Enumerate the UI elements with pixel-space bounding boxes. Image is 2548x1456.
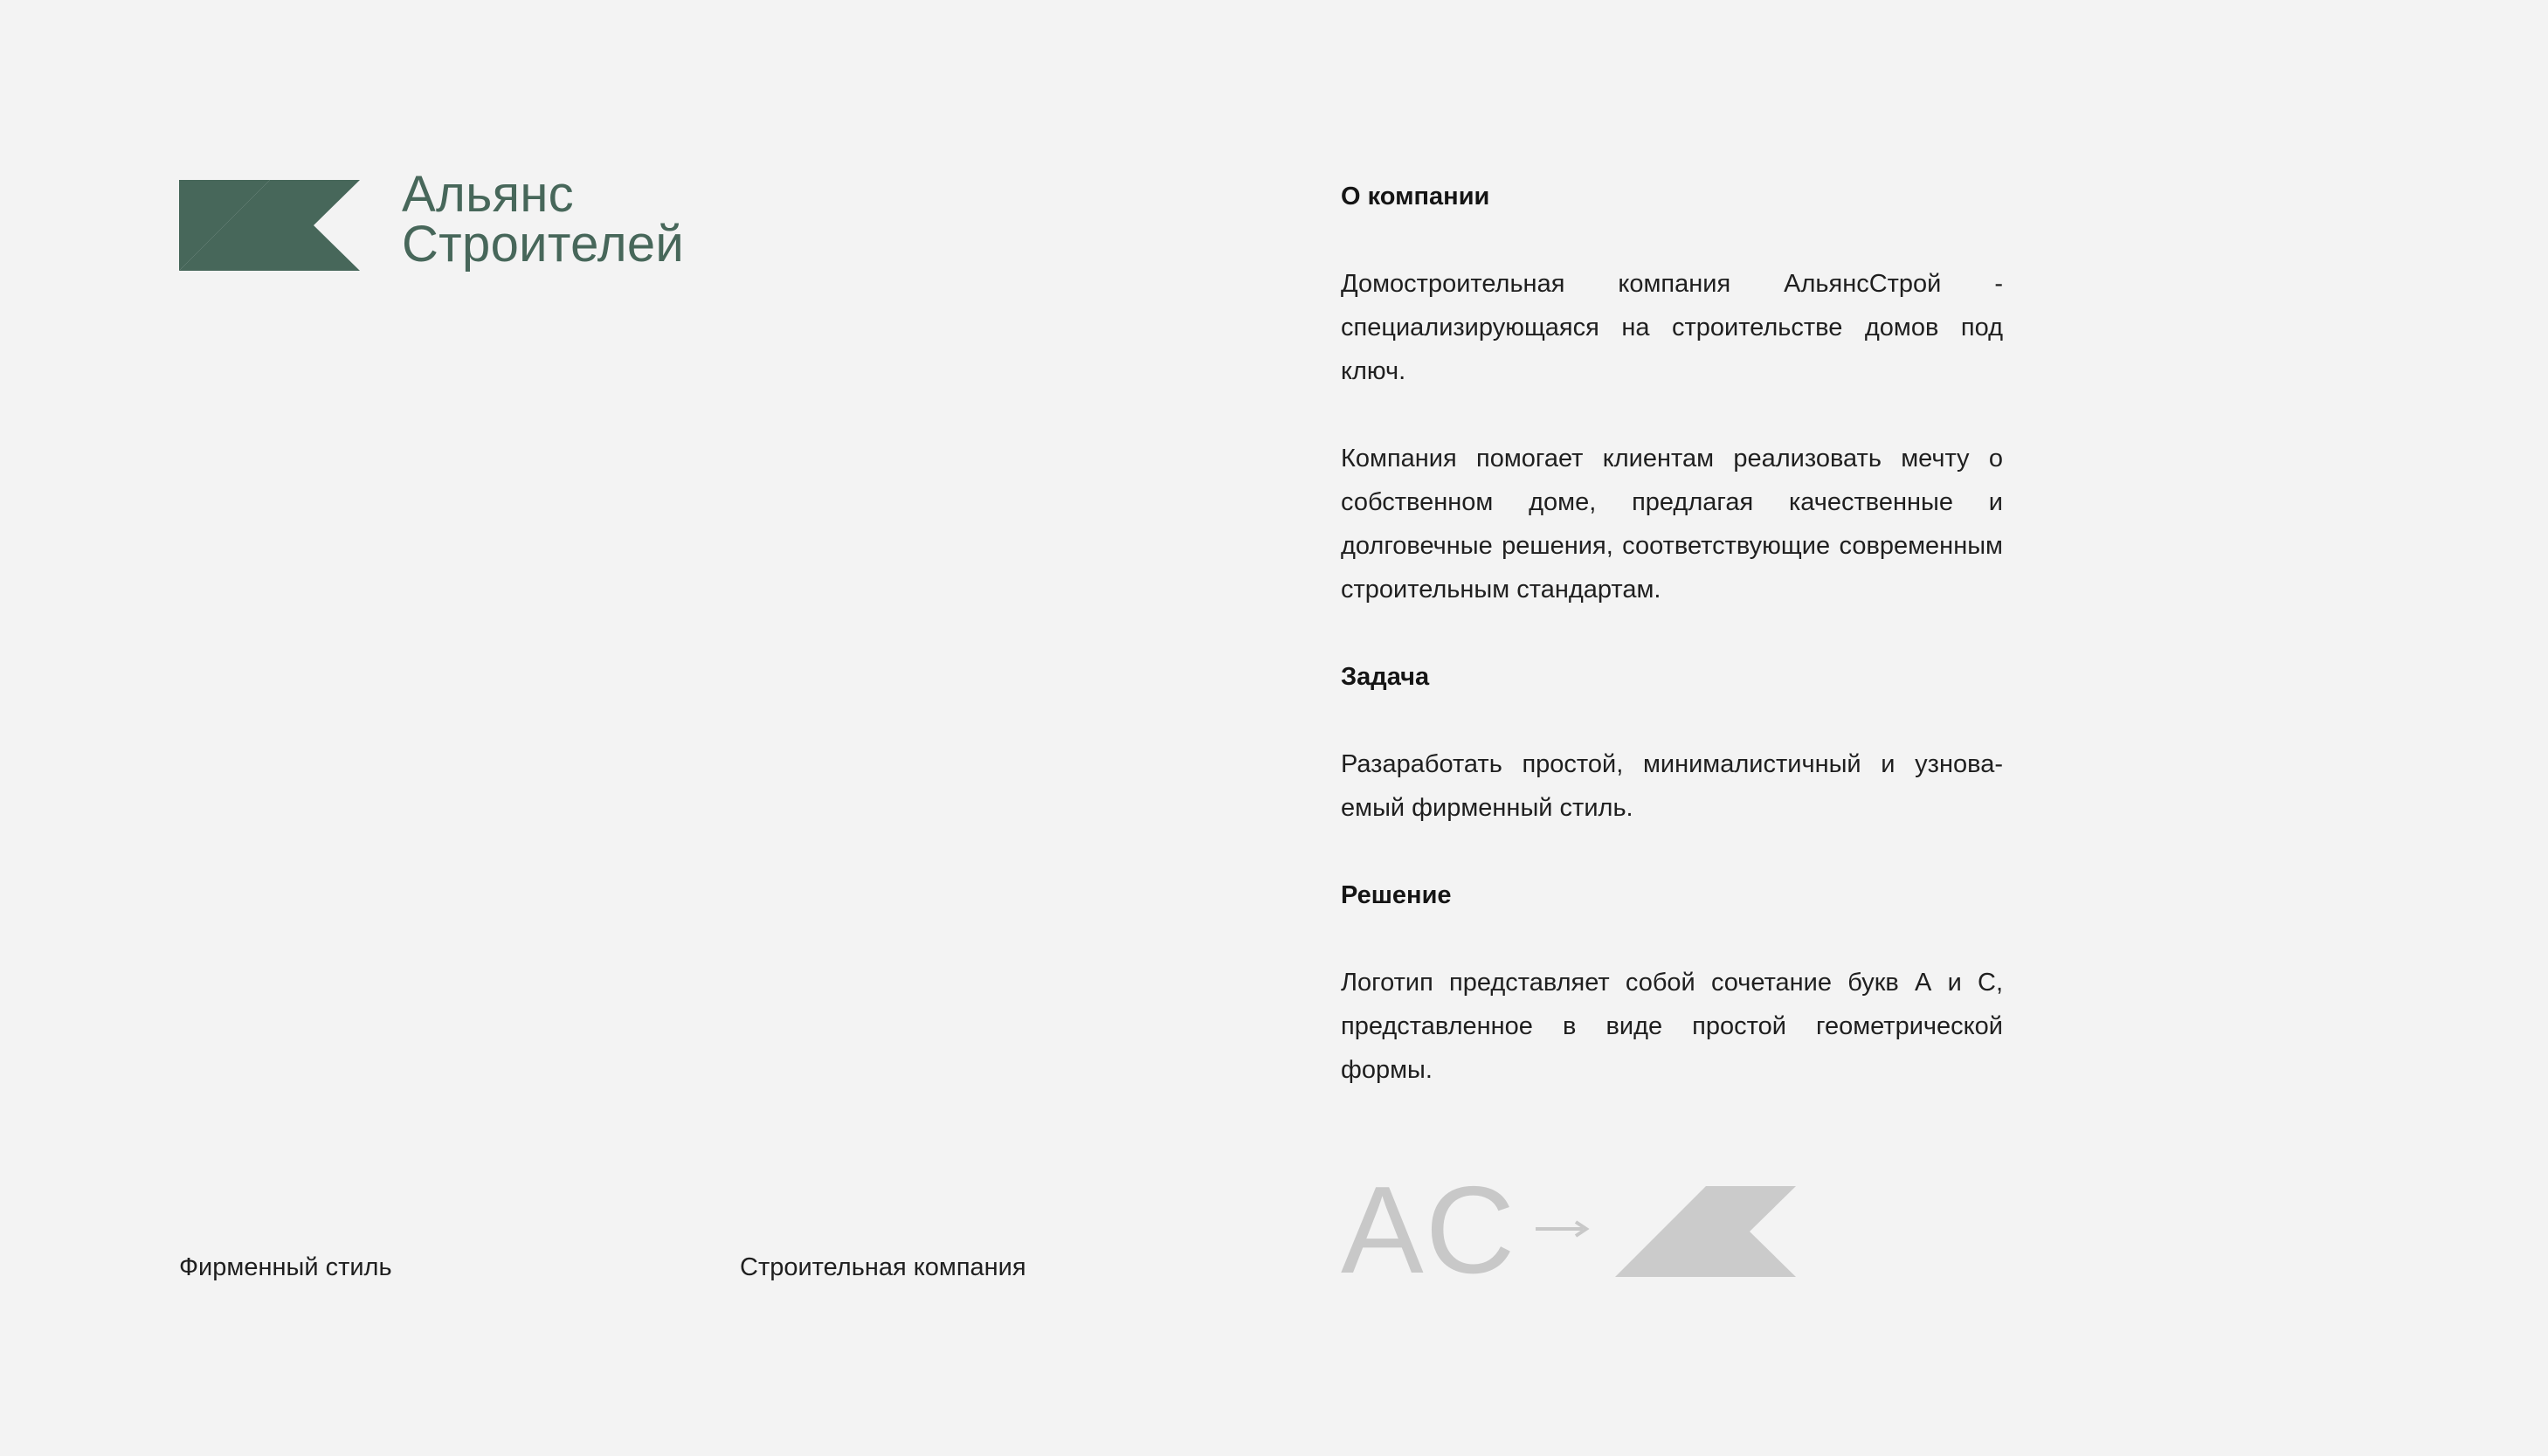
ac-monogram-grey-icon	[1615, 1186, 1796, 1277]
formula-letters: AC	[1341, 1161, 1517, 1300]
footer-brand-style-label: Фирменный стиль	[179, 1253, 392, 1281]
brand-name	[402, 166, 685, 273]
task-heading: Задача	[1341, 663, 1430, 691]
arrow-right-icon	[1536, 1220, 1590, 1238]
task-paragraph: Разаработать простой, минималистичный и узноваемый фирменный стиль.	[1341, 750, 2003, 822]
solution-paragraph: Логотип представляет собой сочетание букв А и С, представленное в виде простой геометрической формы.	[1341, 969, 2003, 1084]
footer-company-type-label: Строительная компания	[740, 1253, 1026, 1281]
brand-name-line2: Строителей	[402, 216, 685, 273]
about-paragraph-2: Компания помогает клиентам реализовать мечту о собственном доме, предлагая качественные и долговечные решения, соответствующие современным строительным стандартам.	[1341, 445, 2003, 604]
brand-logo	[179, 166, 721, 276]
ac-monogram-icon	[179, 180, 360, 271]
about-heading: О компании	[1341, 183, 1490, 210]
brand-name-line1: Альянс	[402, 166, 574, 223]
solution-heading: Решение	[1341, 881, 1452, 909]
about-paragraph-1: Домостроительная компания АльянсСтрой - специализирующаяся на строительстве домов под ключ.	[1341, 270, 2003, 385]
logo-construction-formula	[1341, 1161, 1795, 1300]
description-column	[1341, 175, 2003, 1092]
